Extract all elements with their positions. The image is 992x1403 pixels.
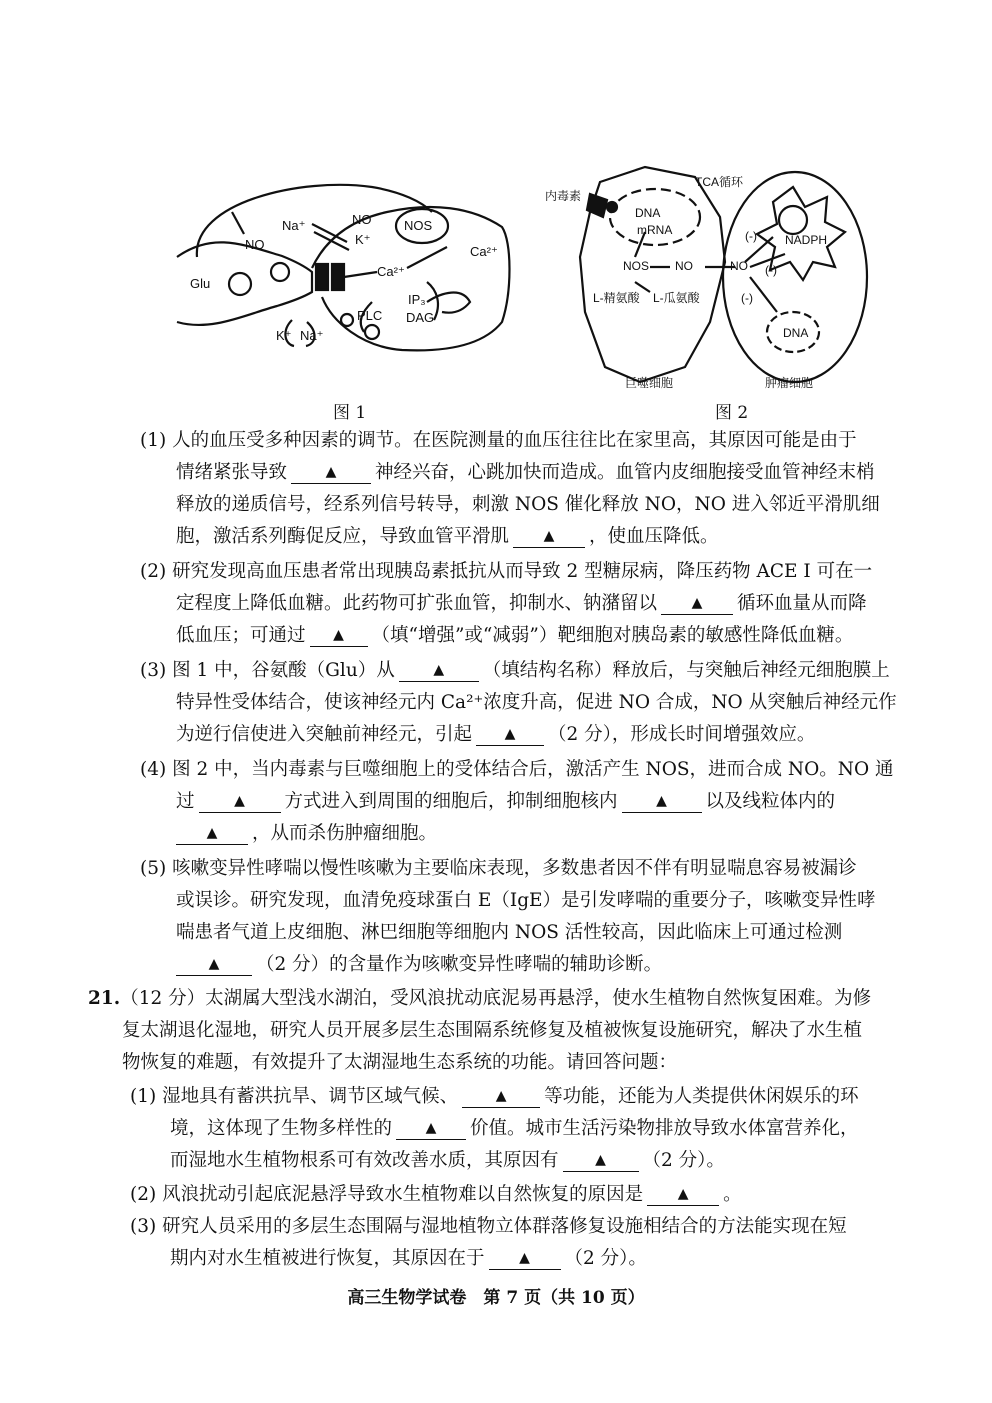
q20-p5-line4 (176, 956, 662, 976)
blank-triangle-icon: ▲ (333, 627, 344, 643)
q20-p1-text-d2: ，使血压降低。 (589, 526, 719, 547)
q20-p3-text-a1: (3) 图 1 中，谷氨酸（Glu）从 (140, 660, 395, 681)
blank-triangle-icon: ▲ (691, 595, 703, 611)
fig2-label-no-tumor: NO (730, 259, 748, 273)
blank-triangle-icon: ▲ (595, 1152, 606, 1168)
q20-p3-blank-2[interactable] (476, 726, 544, 746)
blank-triangle-icon: ▲ (206, 825, 218, 841)
q21-p3-line2 (170, 1250, 647, 1270)
q20-p5-line1: (5) 咳嗽变异性哮喘以慢性咳嗽为主要临床表现，多数患者因不伴有明显喘息容易被漏诊 (140, 858, 857, 879)
blank-triangle-icon: ▲ (325, 464, 337, 480)
q21-intro-a: （12 分）太湖属大型浅水湖泊，受风浪扰动底泥易再悬浮，使水生植物自然恢复困难。为修 (120, 988, 872, 1009)
fig2-label-dna-tumor: DNA (783, 326, 809, 340)
q20-p1-line1: (1) 人的血压受多种因素的调节。在医院测量的血压往往比在家里高，其原因可能是由于 (140, 430, 857, 451)
q21-p2-line1 (130, 1186, 742, 1206)
q20-p5-line3: 喘患者气道上皮细胞、淋巴细胞等细胞内 NOS 活性较高，因此临床上可通过检测 (176, 922, 843, 943)
q20-p1-text-d1: 胞，激活系列酶促反应，导致血管平滑肌 (176, 526, 510, 547)
figure-1-diagram (172, 172, 517, 377)
q20-p2-line2 (176, 595, 867, 615)
q21-p1-text-a1: (1) 湿地具有蓄洪抗旱、调节区域气候、 (130, 1086, 459, 1107)
q20-p2-blank-2[interactable] (310, 627, 368, 647)
q20-p5-line2: 或误诊。研究发现，血清免疫球蛋白 E（IgE）是引发哮喘的重要分子，咳嗽变异性哮 (176, 890, 876, 911)
q20-p3-blank-1[interactable] (399, 662, 479, 682)
q20-p4-blank-1[interactable] (199, 793, 281, 813)
q21-p1-text-b2: 价值。城市生活污染物排放导致水体富营养化， (470, 1118, 859, 1139)
fig2-label-tca: TCA循环 (695, 175, 744, 189)
q20-p3-line3 (176, 726, 815, 746)
fig1-label-na: Na⁺ (282, 218, 306, 233)
fig2-label-inhibit-3: (-) (741, 291, 753, 305)
fig1-label-dag: DAG (406, 310, 435, 325)
q20-p4-text-b3: 以及线粒体内的 (705, 791, 836, 812)
blank-triangle-icon: ▲ (677, 1186, 689, 1202)
fig2-label-nadph: NADPH (785, 233, 828, 247)
q21-number: 21. (88, 988, 121, 1009)
q20-p1-line4 (176, 528, 719, 548)
blank-triangle-icon: ▲ (234, 793, 245, 809)
q20-p3-line2: 特异性受体结合，使该神经元内 Ca²⁺浓度升高，促进 NO 合成，NO 从突触后神经元作 (176, 692, 897, 713)
q21-p3-line1: (3) 研究人员采用的多层生态围隔与湿地植物立体群落修复设施相结合的方法能实现在短 (130, 1216, 847, 1237)
page-footer: 高三生物学试卷 第 7 页（共 10 页） (347, 1288, 645, 1308)
q20-p3-text-c1: 为逆行信使进入突触前神经元，引起 (176, 724, 473, 745)
fig2-label-nos: NOS (623, 259, 650, 273)
figure-2-caption: 图 2 (715, 403, 749, 423)
fig1-label-ca-left: Ca²⁺ (377, 264, 405, 279)
fig1-label-plc: PLC (357, 308, 383, 323)
q21-intro-line3: 物恢复的难题，有效提升了太湖湿地生态系统的功能。请回答问题： (122, 1052, 678, 1073)
q21-p1-line2 (170, 1120, 859, 1140)
blank-triangle-icon: ▲ (208, 956, 220, 972)
fig1-label-nos: NOS (404, 218, 433, 233)
blank-triangle-icon: ▲ (433, 662, 445, 678)
fig2-label-inhibit-2: (-) (765, 263, 777, 277)
blank-triangle-icon: ▲ (656, 793, 667, 809)
fig1-label-k-bottom: K⁺ (276, 328, 292, 343)
q20-p2-text-b1: 定程度上降低血糖。此药物可扩张血管，抑制水、钠潴留以 (176, 593, 658, 614)
q20-p2-blank-1[interactable] (661, 595, 733, 615)
q21-p1-text-b1: 境，这体现了生物多样性的 (170, 1118, 393, 1139)
q20-p1-text-b2: 神经兴奋，心跳加快而造成。血管内皮细胞接受血管神经末梢 (375, 462, 875, 483)
blank-triangle-icon: ▲ (519, 1250, 530, 1266)
q21-p2-text-a2: 。 (723, 1184, 742, 1205)
fig2-label-inhibit-1: (-) (745, 229, 757, 243)
q20-p5-text-d2: （2 分）的含量作为咳嗽变异性哮喘的辅助诊断。 (256, 954, 663, 975)
q21-p3-text-b1: 期内对水生植被进行恢复，其原因在于 (170, 1248, 485, 1269)
fig2-label-citrulline: L-瓜氨酸 (653, 291, 700, 305)
q20-p3-line1 (140, 662, 890, 682)
fig1-label-ip3: IP₃ (408, 292, 426, 307)
q21-intro-line1 (88, 990, 871, 1009)
fig1-label-ca-right: Ca²⁺ (470, 244, 498, 259)
q20-p3-text-c2: （2 分），形成长时间增强效应。 (548, 724, 816, 745)
fig2-label-mrna: mRNA (637, 223, 673, 237)
q20-p2-text-b2: 循环血量从而降 (737, 593, 867, 614)
q20-p4-text-b1: 过 (176, 791, 195, 812)
fig2-label-tumor: 肿瘤细胞 (765, 376, 814, 390)
fig1-label-no-right: NO (352, 212, 372, 227)
q20-p1-blank-2[interactable] (513, 528, 585, 548)
q20-p3-text-a2: （填结构名称）释放后，与突触后神经元细胞膜上 (482, 660, 890, 681)
fig2-label-toxin: 内毒素 (545, 189, 582, 203)
blank-triangle-icon: ▲ (495, 1088, 507, 1104)
figure-1-caption: 图 1 (333, 403, 367, 423)
q21-p2-blank-1[interactable] (647, 1186, 719, 1206)
q21-p1-line1 (130, 1088, 859, 1108)
q21-p3-text-b2: （2 分）。 (564, 1248, 647, 1269)
q21-p1-text-c1: 而湿地水生植物根系可有效改善水质，其原因有 (170, 1150, 559, 1171)
fig1-label-k: K⁺ (355, 232, 371, 247)
blank-triangle-icon: ▲ (543, 528, 555, 544)
q20-p4-text-c2: ，从而杀伤肿瘤细胞。 (252, 823, 438, 844)
fig2-label-arginine: L-精氨酸 (593, 291, 640, 305)
blank-triangle-icon: ▲ (425, 1120, 437, 1136)
q21-p1-blank-3[interactable] (563, 1152, 639, 1172)
q20-p4-blank-2[interactable] (622, 793, 702, 813)
q20-p4-line1: (4) 图 2 中，当内毒素与巨噬细胞上的受体结合后，激活产生 NOS，进而合成 NO。NO 通 (140, 759, 894, 780)
figure-2-diagram (545, 162, 875, 392)
q21-p1-text-c2: （2 分）。 (642, 1150, 725, 1171)
q20-p5-blank-1[interactable] (176, 956, 252, 976)
fig2-label-macrophage: 巨噬细胞 (625, 376, 674, 390)
q20-p1-line2 (176, 464, 875, 484)
q21-intro-line2: 复太湖退化湿地，研究人员开展多层生态围隔系统修复及植被恢复设施研究，解决了水生植 (122, 1020, 863, 1041)
fig1-label-na-bottom: Na⁺ (300, 328, 324, 343)
q20-p1-blank-1[interactable] (291, 464, 371, 484)
q20-p4-text-b2: 方式进入到周围的细胞后，抑制细胞核内 (284, 791, 618, 812)
q21-p2-text-a1: (2) 风浪扰动引起底泥悬浮导致水生植物难以自然恢复的原因是 (130, 1184, 644, 1205)
q20-p4-line2 (176, 793, 835, 813)
q20-p1-text-b1: 情绪紧张导致 (176, 462, 288, 483)
q21-p1-text-a2: 等功能，还能为人类提供休闲娱乐的环 (544, 1086, 859, 1107)
fig1-label-no-left: NO (245, 237, 265, 252)
fig1-label-glu: Glu (190, 276, 211, 291)
q20-p2-line1: (2) 研究发现高血压患者常出现胰岛素抵抗从而导致 2 型糖尿病，降压药物 ACE I 可在一 (140, 561, 873, 582)
q20-p1-line3: 释放的递质信号，经系列信号转导，刺激 NOS 催化释放 NO，NO 进入邻近平滑肌细 (176, 494, 880, 515)
q21-p3-blank-1[interactable] (489, 1250, 561, 1270)
q20-p2-text-c2: （填“增强”或“减弱”）靶细胞对胰岛素的敏感性降低血糖。 (371, 625, 854, 646)
fig2-label-no-macro: NO (675, 259, 693, 273)
q21-p1-blank-2[interactable] (396, 1120, 466, 1140)
q20-p2-text-c1: 低血压；可通过 (176, 625, 306, 646)
q20-p4-line3 (176, 825, 437, 845)
blank-triangle-icon: ▲ (504, 726, 516, 742)
q21-p1-line3 (170, 1152, 725, 1172)
q20-p4-blank-3[interactable] (176, 825, 248, 845)
fig2-label-dna-nucleus: DNA (635, 206, 661, 220)
q21-p1-blank-1[interactable] (462, 1088, 540, 1108)
q20-p2-line3 (176, 627, 853, 647)
